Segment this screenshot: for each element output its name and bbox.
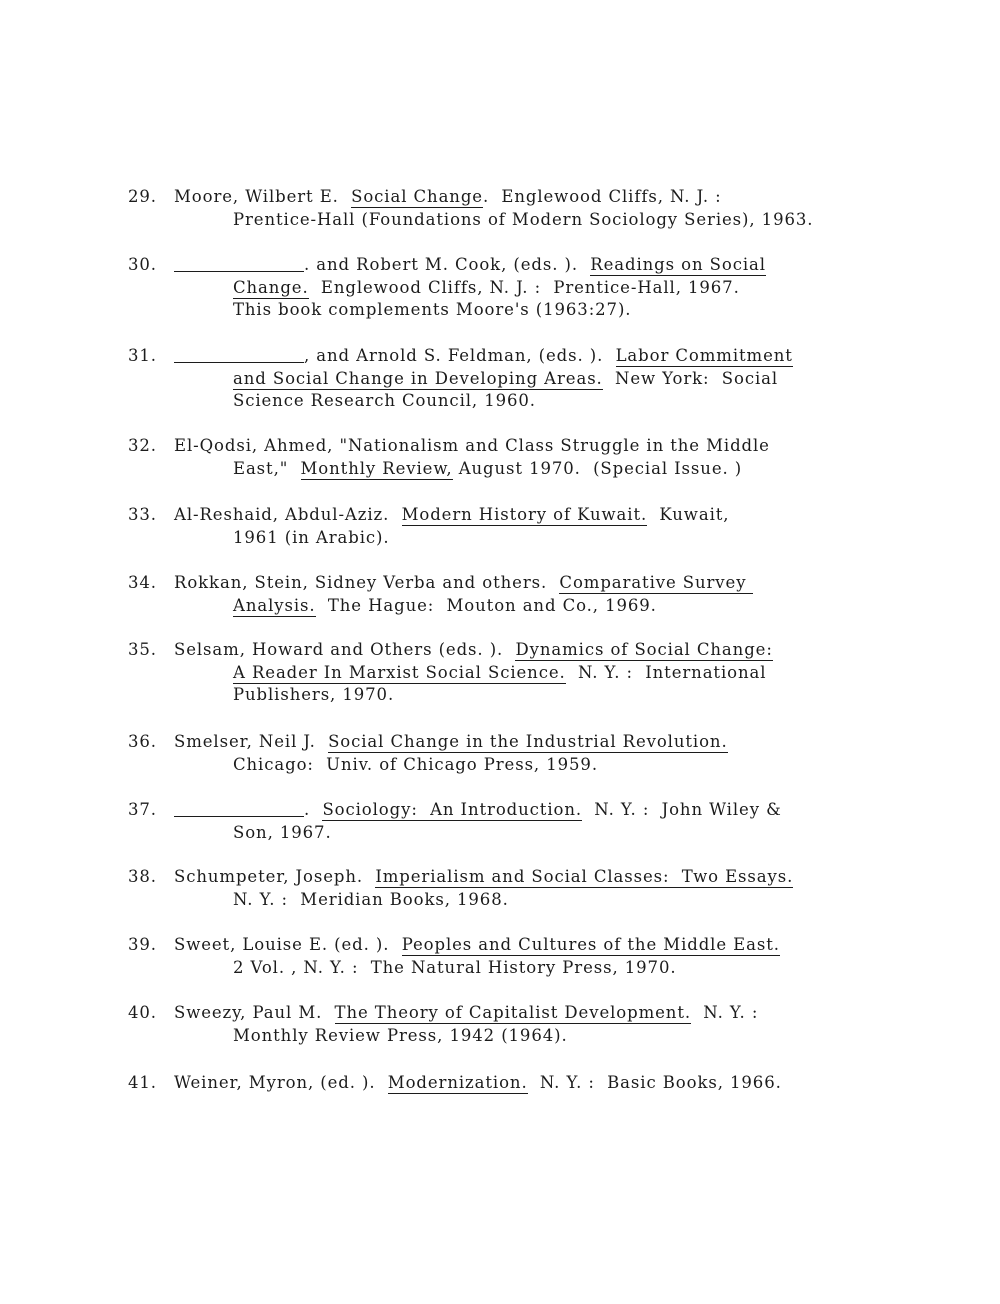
citation-text: . and Robert M. Cook, (eds. ). <box>304 255 591 274</box>
entry-number: 34. <box>128 573 157 592</box>
underlined-title: Imperialism and Social Classes: Two Essays. <box>375 867 794 886</box>
bibliography-entry <box>128 186 888 231</box>
underlined-title: Readings on Social <box>590 255 766 274</box>
underlined-title: Social Change <box>351 187 483 206</box>
entry-number: 37. <box>128 800 157 819</box>
underlined-title: The Theory of Capitalist Development. <box>334 1003 691 1022</box>
entry-number: 29. <box>128 187 157 206</box>
citation-text: . Englewood Cliffs, N. J. : <box>482 187 722 206</box>
citation-text: Englewood Cliffs, N. J. : Prentice-Hall, 1967. <box>308 277 740 297</box>
ditto-author-rule <box>174 801 304 817</box>
underlined-title: Monthly Review, <box>300 458 453 478</box>
bibliography-entry <box>128 799 888 844</box>
entry-line <box>174 345 888 368</box>
entry-line <box>233 595 888 618</box>
underlined-title: Analysis. <box>233 595 316 615</box>
citation-text: Monthly Review Press, 1942 (1964). <box>233 1025 568 1045</box>
citation-text: Rokkan, Stein, Sidney Verba and others. <box>174 573 560 592</box>
citation-text: N. Y. : Basic Books, 1966. <box>527 1073 782 1092</box>
underlined-title: Peoples and Cultures of the Middle East. <box>401 935 780 954</box>
citation-text: 1961 (in Arabic). <box>233 527 390 547</box>
entry-line <box>233 368 888 391</box>
bibliography-entry <box>128 639 888 707</box>
citation-text: Schumpeter, Joseph. <box>174 867 376 886</box>
citation-text: Smelser, Neil J. <box>174 732 329 751</box>
citation-text: This book complements Moore's (1963:27). <box>233 300 632 319</box>
citation-text: N. Y. : Meridian Books, 1968. <box>233 889 509 909</box>
entry-number: 30. <box>128 255 157 274</box>
citation-text: The Hague: Mouton and Co., 1969. <box>315 595 657 615</box>
entry-line <box>233 684 888 707</box>
entry-line <box>174 1072 888 1095</box>
bibliography-entry <box>128 1072 888 1095</box>
entry-line <box>233 277 888 300</box>
citation-text: August 1970. (Special Issue. ) <box>452 458 743 478</box>
bibliography-entry <box>128 1002 888 1047</box>
entry-number: 39. <box>128 935 157 954</box>
citation-text: Prentice-Hall (Foundations of Modern Sociology Series), 1963. <box>233 209 814 229</box>
citation-text: 2 Vol. , N. Y. : The Natural History Press, 1970. <box>233 957 677 977</box>
ditto-author-rule <box>174 347 304 363</box>
underlined-title: Social Change in the Industrial Revolution. <box>328 732 728 751</box>
citation-text: Science Research Council, 1960. <box>233 391 536 410</box>
citation-text: New York: Social <box>602 368 779 388</box>
entry-number: 36. <box>128 732 157 751</box>
citation-text: N. Y. : International <box>565 662 767 682</box>
entry-line <box>233 209 888 232</box>
entry-number: 38. <box>128 867 157 886</box>
citation-text: Al-Reshaid, Abdul-Aziz. <box>174 505 402 524</box>
entry-line <box>233 957 888 980</box>
entry-number: 41. <box>128 1073 157 1092</box>
ditto-author-rule <box>174 256 304 272</box>
bibliography-entry <box>128 934 888 979</box>
underlined-title: Dynamics of Social Change: <box>515 640 773 659</box>
entry-line <box>233 527 888 550</box>
underlined-title: Change. <box>233 277 309 297</box>
underlined-title: Modern History of Kuwait. <box>401 505 648 524</box>
entry-line <box>233 299 888 322</box>
entry-line <box>174 639 888 662</box>
underlined-title: Sociology: An Introduction. <box>322 800 582 819</box>
citation-text: , and Arnold S. Feldman, (eds. ). <box>304 346 616 365</box>
entry-line <box>174 866 888 889</box>
entry-number: 35. <box>128 640 157 659</box>
entry-line <box>174 254 888 277</box>
citation-text: Chicago: Univ. of Chicago Press, 1959. <box>233 754 598 774</box>
underlined-title: Labor Commitment <box>615 346 793 365</box>
entry-line <box>174 572 888 595</box>
underlined-title: and Social Change in Developing Areas. <box>233 368 603 388</box>
citation-text: Sweezy, Paul M. <box>174 1003 335 1022</box>
entry-number: 33. <box>128 505 157 524</box>
entry-number: 32. <box>128 436 157 455</box>
citation-text: El-Qodsi, Ahmed, "Nationalism and Class Struggle in the Middle <box>174 436 770 455</box>
citation-text: Selsam, Howard and Others (eds. ). <box>174 640 516 659</box>
entry-line <box>174 1002 888 1025</box>
entry-line <box>174 435 888 458</box>
underlined-title: Comparative Survey <box>559 573 753 592</box>
citation-text: Publishers, 1970. <box>233 685 395 704</box>
entry-line <box>174 186 888 209</box>
entry-line <box>174 799 888 822</box>
entry-number: 40. <box>128 1003 157 1022</box>
citation-text: East," <box>233 458 301 478</box>
entry-line <box>174 731 888 754</box>
underlined-title: A Reader In Marxist Social Science. <box>233 662 566 682</box>
bibliography-entry <box>128 572 888 617</box>
citation-text: Kuwait, <box>647 505 730 524</box>
citation-text: . <box>304 800 323 819</box>
citation-text: N. Y. : <box>691 1003 759 1022</box>
citation-text: N. Y. : John Wiley & <box>582 800 782 819</box>
entry-line <box>233 662 888 685</box>
entry-number: 31. <box>128 346 157 365</box>
citation-text: Weiner, Myron, (ed. ). <box>174 1073 388 1092</box>
bibliography-entry <box>128 866 888 911</box>
entry-line <box>233 822 888 845</box>
entry-line <box>233 754 888 777</box>
bibliography-entry <box>128 345 888 413</box>
citation-text: Sweet, Louise E. (ed. ). <box>174 935 402 954</box>
bibliography-entry <box>128 254 888 322</box>
citation-text: Son, 1967. <box>233 822 332 842</box>
citation-text: Moore, Wilbert E. <box>174 187 352 206</box>
entry-line <box>174 934 888 957</box>
entry-line <box>233 1025 888 1048</box>
entry-line <box>233 390 888 413</box>
bibliography-entry <box>128 435 888 480</box>
underlined-title: Modernization. <box>387 1073 528 1092</box>
bibliography-entry <box>128 731 888 776</box>
entry-line <box>233 458 888 481</box>
entry-line <box>233 889 888 912</box>
bibliography-entry <box>128 504 888 549</box>
entry-line <box>174 504 888 527</box>
